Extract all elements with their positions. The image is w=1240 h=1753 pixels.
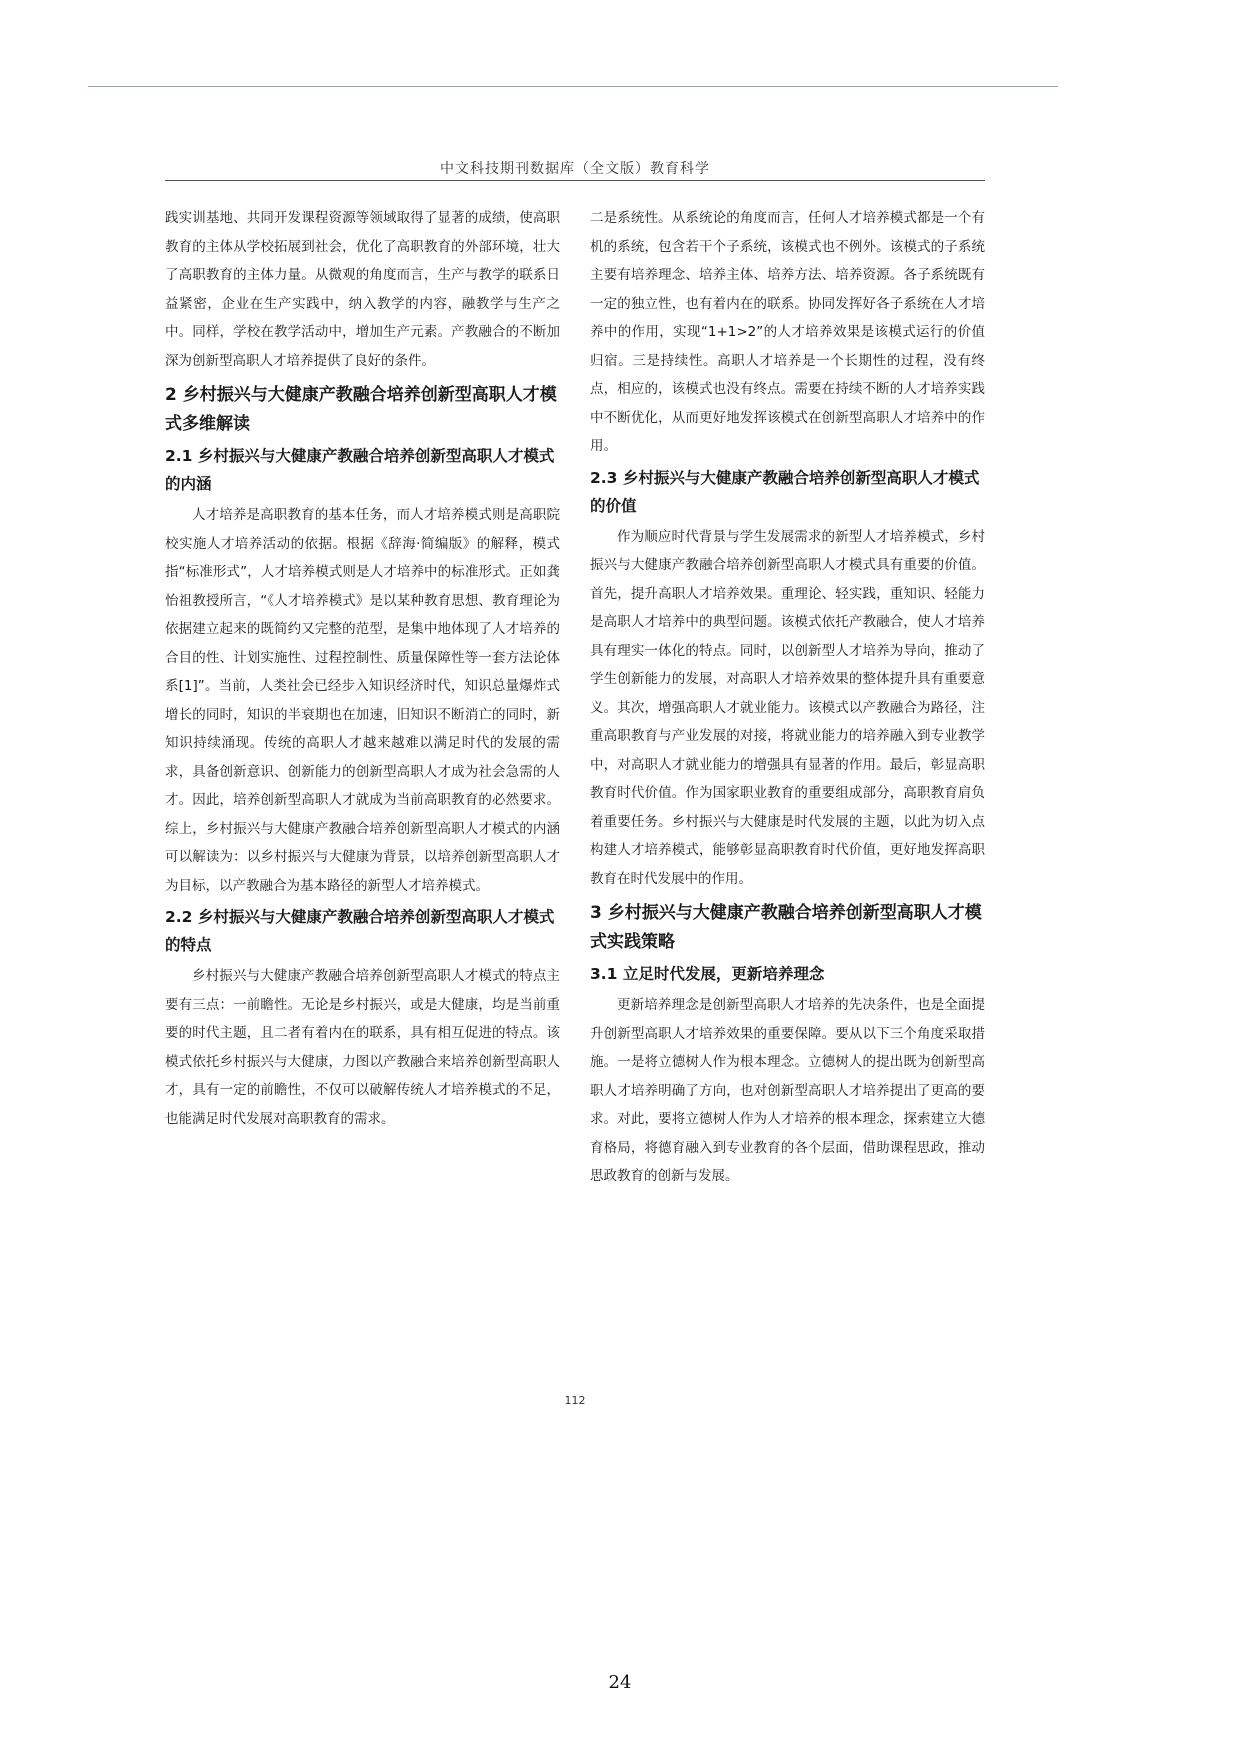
journal-header: 中文科技期刊数据库（全文版）教育科学 xyxy=(440,161,710,177)
subsection-heading: 2.1 乡村振兴与大健康产教融合培养创新型高职人才模式的内涵 xyxy=(165,447,555,493)
subsection-heading: 2.2 乡村振兴与大健康产教融合培养创新型高职人才模式的特点 xyxy=(165,908,555,954)
section-heading: 3 乡村振兴与大健康产教融合培养创新型高职人才模式实践策略 xyxy=(590,903,982,952)
left-column xyxy=(165,204,560,1133)
header-rule xyxy=(165,180,985,181)
paragraph: 作为顺应时代背景与学生发展需求的新型人才培养模式，乡村振兴与大健康产教融合培养创新型高职人才模式具有重要的价值。首先，提升高职人才培养效果。重理论、轻实践，重知识、轻能力是高职人才培养中的典型问题。该模式依托产教融合，使人才培养具有理实一体化的特点。同时，以创新型人才培养为导向，推动了学生创新能力的发展，对高职人才培养效果的整体提升具有重要意义。其次，增强高职人才就业能力。该模式以产教融合为路径，注重高职教育与产业发展的对接，将就业能力的培养融入到专业教学中，对高职人才就业能力的增强具有显著的作用。最后，彰显高职教育时代价值。作为国家职业教育的重要组成部分，高职教育肩负着重要任务。乡村振兴与大健康是时代发展的主题，以此为切入点构建人才培养模式，能够彰显高职教育时代价值，更好地发挥高职教育在时代发展中的作用。 xyxy=(590,528,985,887)
paragraph: 更新培养理念是创新型高职人才培养的先决条件，也是全面提升创新型高职人才培养效果的重要保障。要从以下三个角度采取措施。一是将立德树人作为根本理念。立德树人的提出既为创新型高职人才培养明确了方向，也对创新型高职人才培养提出了更高的要求。对此，要将立德树人作为人才培养的根本理念，探索建立大德育格局，将德育融入到专业教育的各个层面，借助课程思政，推动思政教育的创新与发展。 xyxy=(590,997,985,1184)
paragraph: 乡村振兴与大健康产教融合培养创新型高职人才模式的特点主要有三点：一前瞻性。无论是乡村振兴，或是大健康，均是当前重要的时代主题，且二者有着内在的联系，具有相互促进的特点。该模式依托乡村振兴与大健康，力图以产教融合来培养创新型高职人才，具有一定的前瞻性，不仅可以破解传统人才培养模式的不足，也能满足时代发展对高职教育的需求。 xyxy=(165,968,560,1127)
subsection-heading: 3.1 立足时代发展，更新培养理念 xyxy=(590,965,825,983)
right-column xyxy=(590,204,985,1191)
subsection-heading: 2.3 乡村振兴与大健康产教融合培养创新型高职人才模式的价值 xyxy=(590,468,980,515)
top-rule xyxy=(88,86,1058,87)
paragraph: 践实训基地、共同开发课程资源等领域取得了显著的成绩，使高职教育的主体从学校拓展到社会，优化了高职教育的外部环境，壮大了高职教育的主体力量。从微观的角度而言，生产与教学的联系日益紧密，企业在生产实践中，纳入教学的内容，融教学与生产之中。同样，学校在教学活动中，增加生产元素。产教融合的不断加深为创新型高职人才培养提供了良好的条件。 xyxy=(165,210,560,369)
section-heading: 2 乡村振兴与大健康产教融合培养创新型高职人才模式多维解读 xyxy=(165,385,557,434)
paragraph: 人才培养是高职教育的基本任务，而人才培养模式则是高职院校实施人才培养活动的依据。根据《辞海·简编版》的解释，模式指“标准形式”，人才培养模式则是人才培养中的标准形式。正如龚怡祖教授所言，“《人才培养模式》是以某种教育思想、教育理论为依据建立起来的既简约又完整的范型，是集中地体现了人才培养的合目的性、计划实施性、过程控制性、质量保障性等一套方法论体系[1]”。当前，人类社会已经步入知识经济时代，知识总量爆炸式增长的同时，知识的半衰期也在加速，旧知识不断消亡的同时，新知识持续涌现。传统的高职人才越来越难以满足时代的发展的需求，具备创新意识、创新能力的创新型高职人才成为社会急需的人才。因此，培养创新型高职人才就成为当前高职教育的必然要求。综上，乡村振兴与大健康产教融合培养创新型高职人才模式的内涵可以解读为：以乡村振兴与大健康为背景，以培养创新型高职人才为目标，以产教融合为基本路径的新型人才培养模式。 xyxy=(165,507,560,894)
journal-page-number: 112 xyxy=(564,1394,586,1407)
page-number: 24 xyxy=(608,1672,632,1693)
paragraph: 二是系统性。从系统论的角度而言，任何人才培养模式都是一个有机的系统，包含若干个子系统，该模式也不例外。该模式的子系统主要有培养理念、培养主体、培养方法、培养资源。各子系统既有一定的独立性，也有着内在的联系。协同发挥好各子系统在人才培养中的作用，实现“1+1>2”的人才培养效果是该模式运行的价值归宿。三是持续性。高职人才培养是一个长期性的过程，没有终点，相应的，该模式也没有终点。需要在持续不断的人才培养实践中不断优化，从而更好地发挥该模式在创新型高职人才培养中的作用。 xyxy=(590,210,985,454)
